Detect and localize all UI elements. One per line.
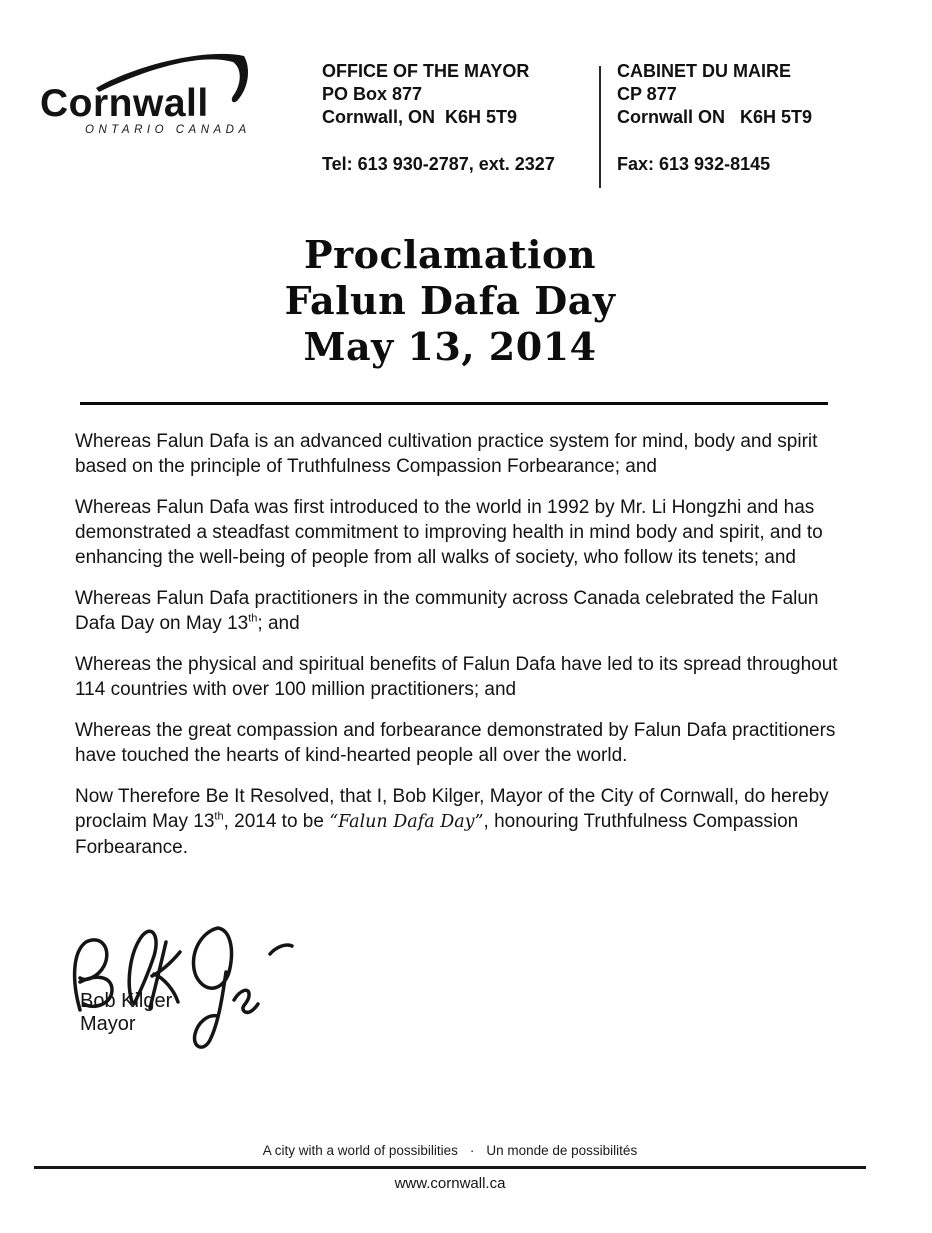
proclamation-body [75, 429, 854, 876]
tagline-en: A city with a world of possibilities [262, 1143, 458, 1158]
logo-tagline: ONTARIO CANADA [85, 124, 251, 136]
title-line-3: May 13, 2014 [303, 324, 597, 369]
title-line-1: Proclamation [304, 232, 596, 277]
tagline-separator: · [469, 1143, 475, 1158]
proclamation-title [0, 232, 900, 370]
signatory-name: Bob Kilger [80, 990, 173, 1012]
footer-tagline [0, 1143, 900, 1158]
logo-wordmark: Cornwall [40, 82, 209, 125]
fax-line: Fax: 613 932-8145 [617, 154, 771, 174]
tagline-fr: Un monde de possibilités [486, 1143, 638, 1158]
address-line: OFFICE OF THE MAYOR [322, 61, 530, 81]
website-url: www.cornwall.ca [394, 1175, 506, 1192]
tel-line: Tel: 613 930-2787, ext. 2327 [322, 154, 555, 174]
cornwall-logo [38, 44, 280, 144]
office-address-fr [617, 60, 812, 176]
paragraph-1: Whereas Falun Dafa is an advanced cultivation practice system for mind, body and spirit based on the principle of Truthfulness Compassion Forbearance; and [75, 431, 818, 477]
address-line: CABINET DU MAIRE [617, 61, 791, 81]
paragraph-3: Whereas Falun Dafa practitioners in the community across Canada celebrated the Falun Dafa Day on May 13th; and [75, 588, 819, 634]
address-line: CP 877 [617, 84, 677, 104]
office-address-en [322, 60, 555, 176]
paragraph-5: Whereas the great compassion and forbearance demonstrated by Falun Dafa practitioners have touched the hearts of kind-hearted people all over the world. [75, 720, 836, 766]
address-line: Cornwall ON K6H 5T9 [617, 107, 813, 127]
header-divider [599, 66, 601, 188]
paragraph-4: Whereas the physical and spiritual benefits of Falun Dafa have led to its spread throughout 114 countries with over 100 million practitioners; and [75, 654, 838, 700]
signatory-title: Mayor [80, 1013, 136, 1035]
address-line: Cornwall, ON K6H 5T9 [322, 107, 518, 127]
address-line: PO Box 877 [322, 84, 423, 104]
signature-block [68, 912, 388, 1072]
title-line-2: Falun Dafa Day [284, 278, 616, 323]
paragraph-6: Now Therefore Be It Resolved, that I, Bob Kilger, Mayor of the City of Cornwall, do hereby proclaim May 13th, 2014 to be “Falun Dafa Day”, honouring Truthfulness Compassion Forbearance. [75, 786, 829, 858]
title-rule [80, 402, 828, 405]
paragraph-2: Whereas Falun Dafa was first introduced to the world in 1992 by Mr. Li Hongzhi and has demonstrated a steadfast commitment to improving health in mind body and spirit, and to enhancing the well-being of people from all walks of society, who follow its tenets; and [75, 497, 823, 568]
footer-rule [34, 1166, 866, 1169]
